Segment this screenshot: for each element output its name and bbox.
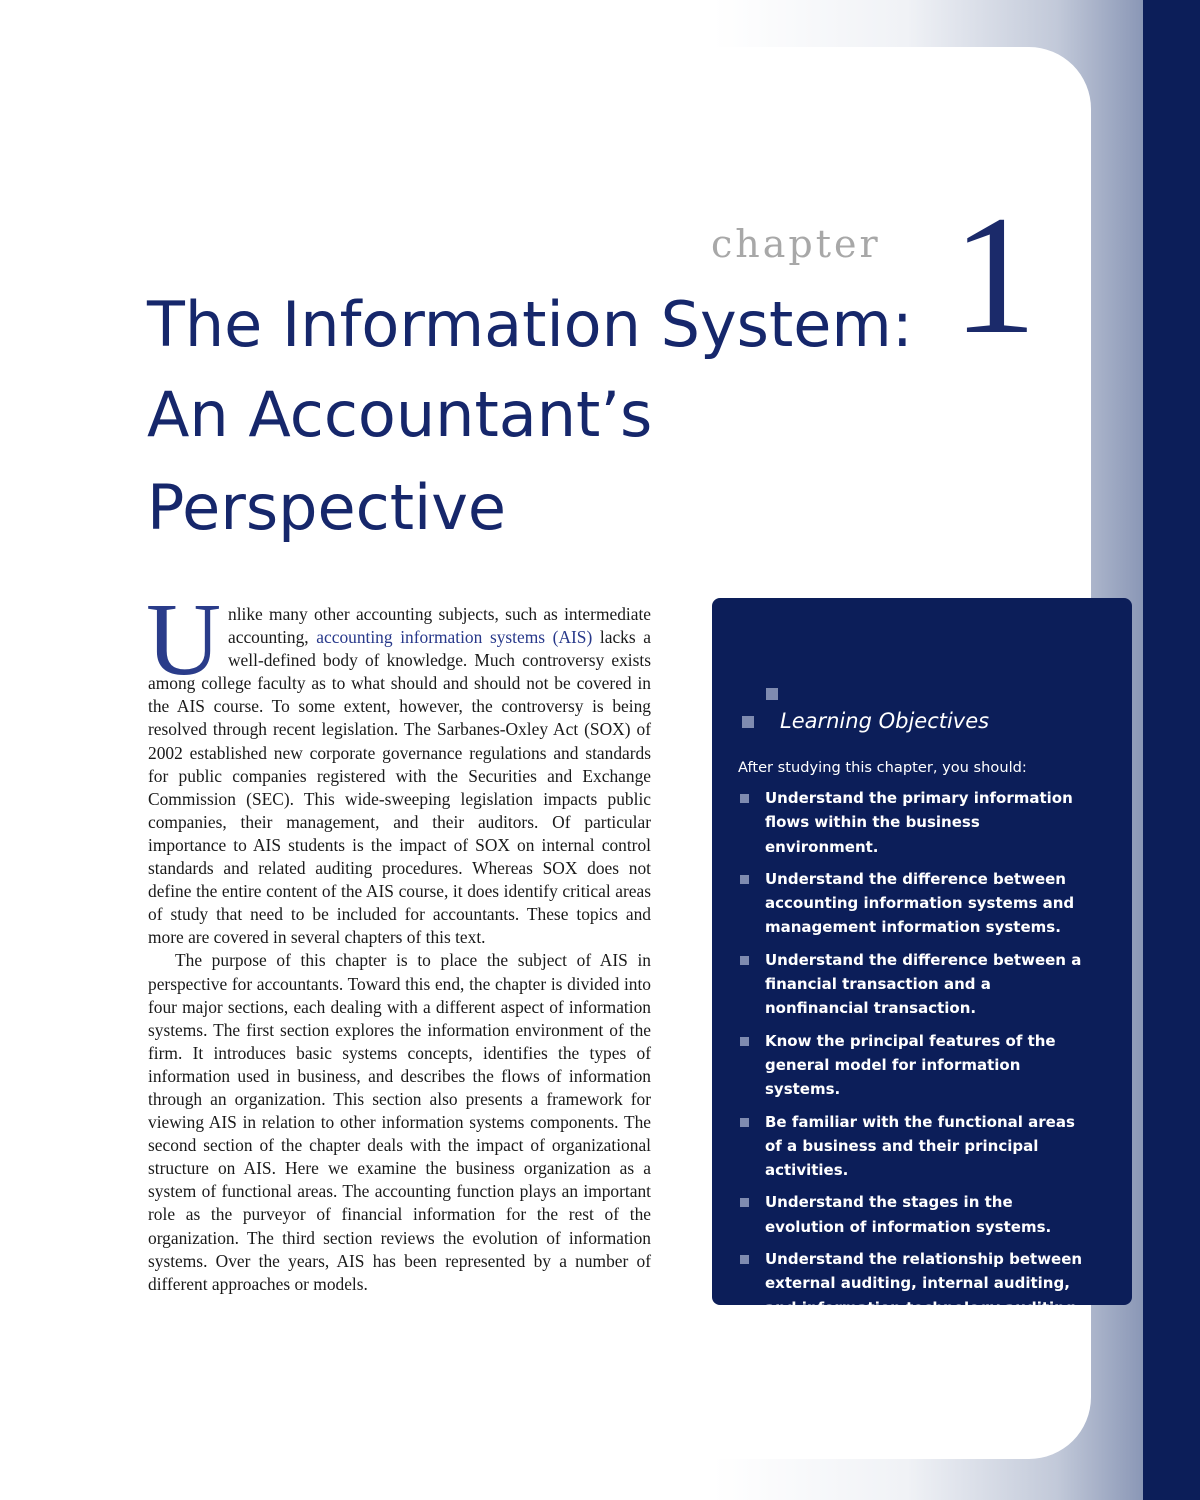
list-item [738,948,1124,1021]
list-item [738,1029,1124,1102]
square-bullet-icon [742,716,754,728]
chapter-title-line-3: Perspective [147,471,507,544]
objective-text: Understand the relationship between external auditing, internal auditing, and information technology auditing. [765,1250,1083,1317]
learning-objectives-list [738,786,1124,1328]
chapter-title-line-1: The Information System: [147,288,913,361]
paragraph-1-start: nlike many other accounting subjects, such as intermediate accounting, [228,604,651,648]
objective-text: Understand the difference between accounting information systems and management information systems. [765,869,1075,937]
square-bullet-icon [740,1255,749,1264]
square-bullet-icon [740,1198,749,1207]
chapter-number: 1 [952,181,1037,369]
learning-objectives-intro: After studying this chapter, you should: [738,759,1027,776]
list-item [738,786,1124,859]
learning-objectives-heading: Learning Objectives [780,709,990,733]
list-item [738,1190,1124,1239]
list-item [738,1247,1124,1320]
square-bullet-icon [740,1118,749,1127]
paragraph-2: The purpose of this chapter is to place the subject of AIS in perspective for accountants. Toward this end, the chapter is divided into four major sections, each dealing with a different aspect of information systems. The first section explores the information environment of the firm. It introduces basic systems concepts, identifies the types of information used in business, and describes the flows of information through an organization. This section also presents a framework for viewing AIS in relation to other information systems components. The second section of the chapter deals with the impact of organizational structure on AIS. Here we examine the business organization as a system of functional areas. The accounting function plays an important role as the purveyor of financial information for the rest of the organization. The third section reviews the evolution of information systems. Over the years, AIS has been represented by a number of different approaches or models. [148,950,651,1294]
square-bullet-icon [740,875,749,884]
objective-text: Understand the difference between a financial transaction and a nonfinancial transaction. [765,950,1082,1018]
edge-stripe [1143,0,1200,1500]
body-text [148,603,651,1296]
chapter-label: chapter [711,222,881,266]
paragraph-1-rest: lacks a well-defined body of knowledge. Much controversy exists among college faculty as to what should and should not be covered in the AIS course. To some extent, however, the controversy is being resolved through recent legislation. The Sarbanes-Oxley Act (SOX) of 2002 established new corporate governance regulations and standards for public companies registered with the Securities and Exchange Commission (SEC). This wide-sweeping legislation impacts public companies, their management, and their auditors. Of particular importance to AIS students is the impact of SOX on internal control standards and related auditing procedures. Whereas SOX does not define the entire content of the AIS course, it does identify critical areas of study that need to be included for accountants. These topics and more are covered in several chapters of this text. [148,627,651,948]
learning-objectives-box [712,598,1132,1317]
drop-cap: U [146,582,222,697]
square-bullet-icon [740,1037,749,1046]
list-item [738,867,1124,940]
square-bullet-icon [740,794,749,803]
objective-text: Be familiar with the functional areas of a business and their principal activities. [765,1112,1075,1180]
objective-text: Understand the primary information flows within the business environment. [765,789,1073,856]
paragraph-1 [148,603,651,949]
square-bullet-icon [740,956,749,965]
objective-text: Understand the stages in the evolution of information systems. [765,1193,1052,1236]
chapter-title-line-2: An Accountant’s [147,378,653,451]
key-term-ais[interactable]: accounting information systems (AIS) [316,627,593,648]
list-item [738,1110,1124,1183]
objective-text: Know the principal features of the general model for information systems. [765,1031,1056,1099]
square-bullet-icon [766,688,778,700]
